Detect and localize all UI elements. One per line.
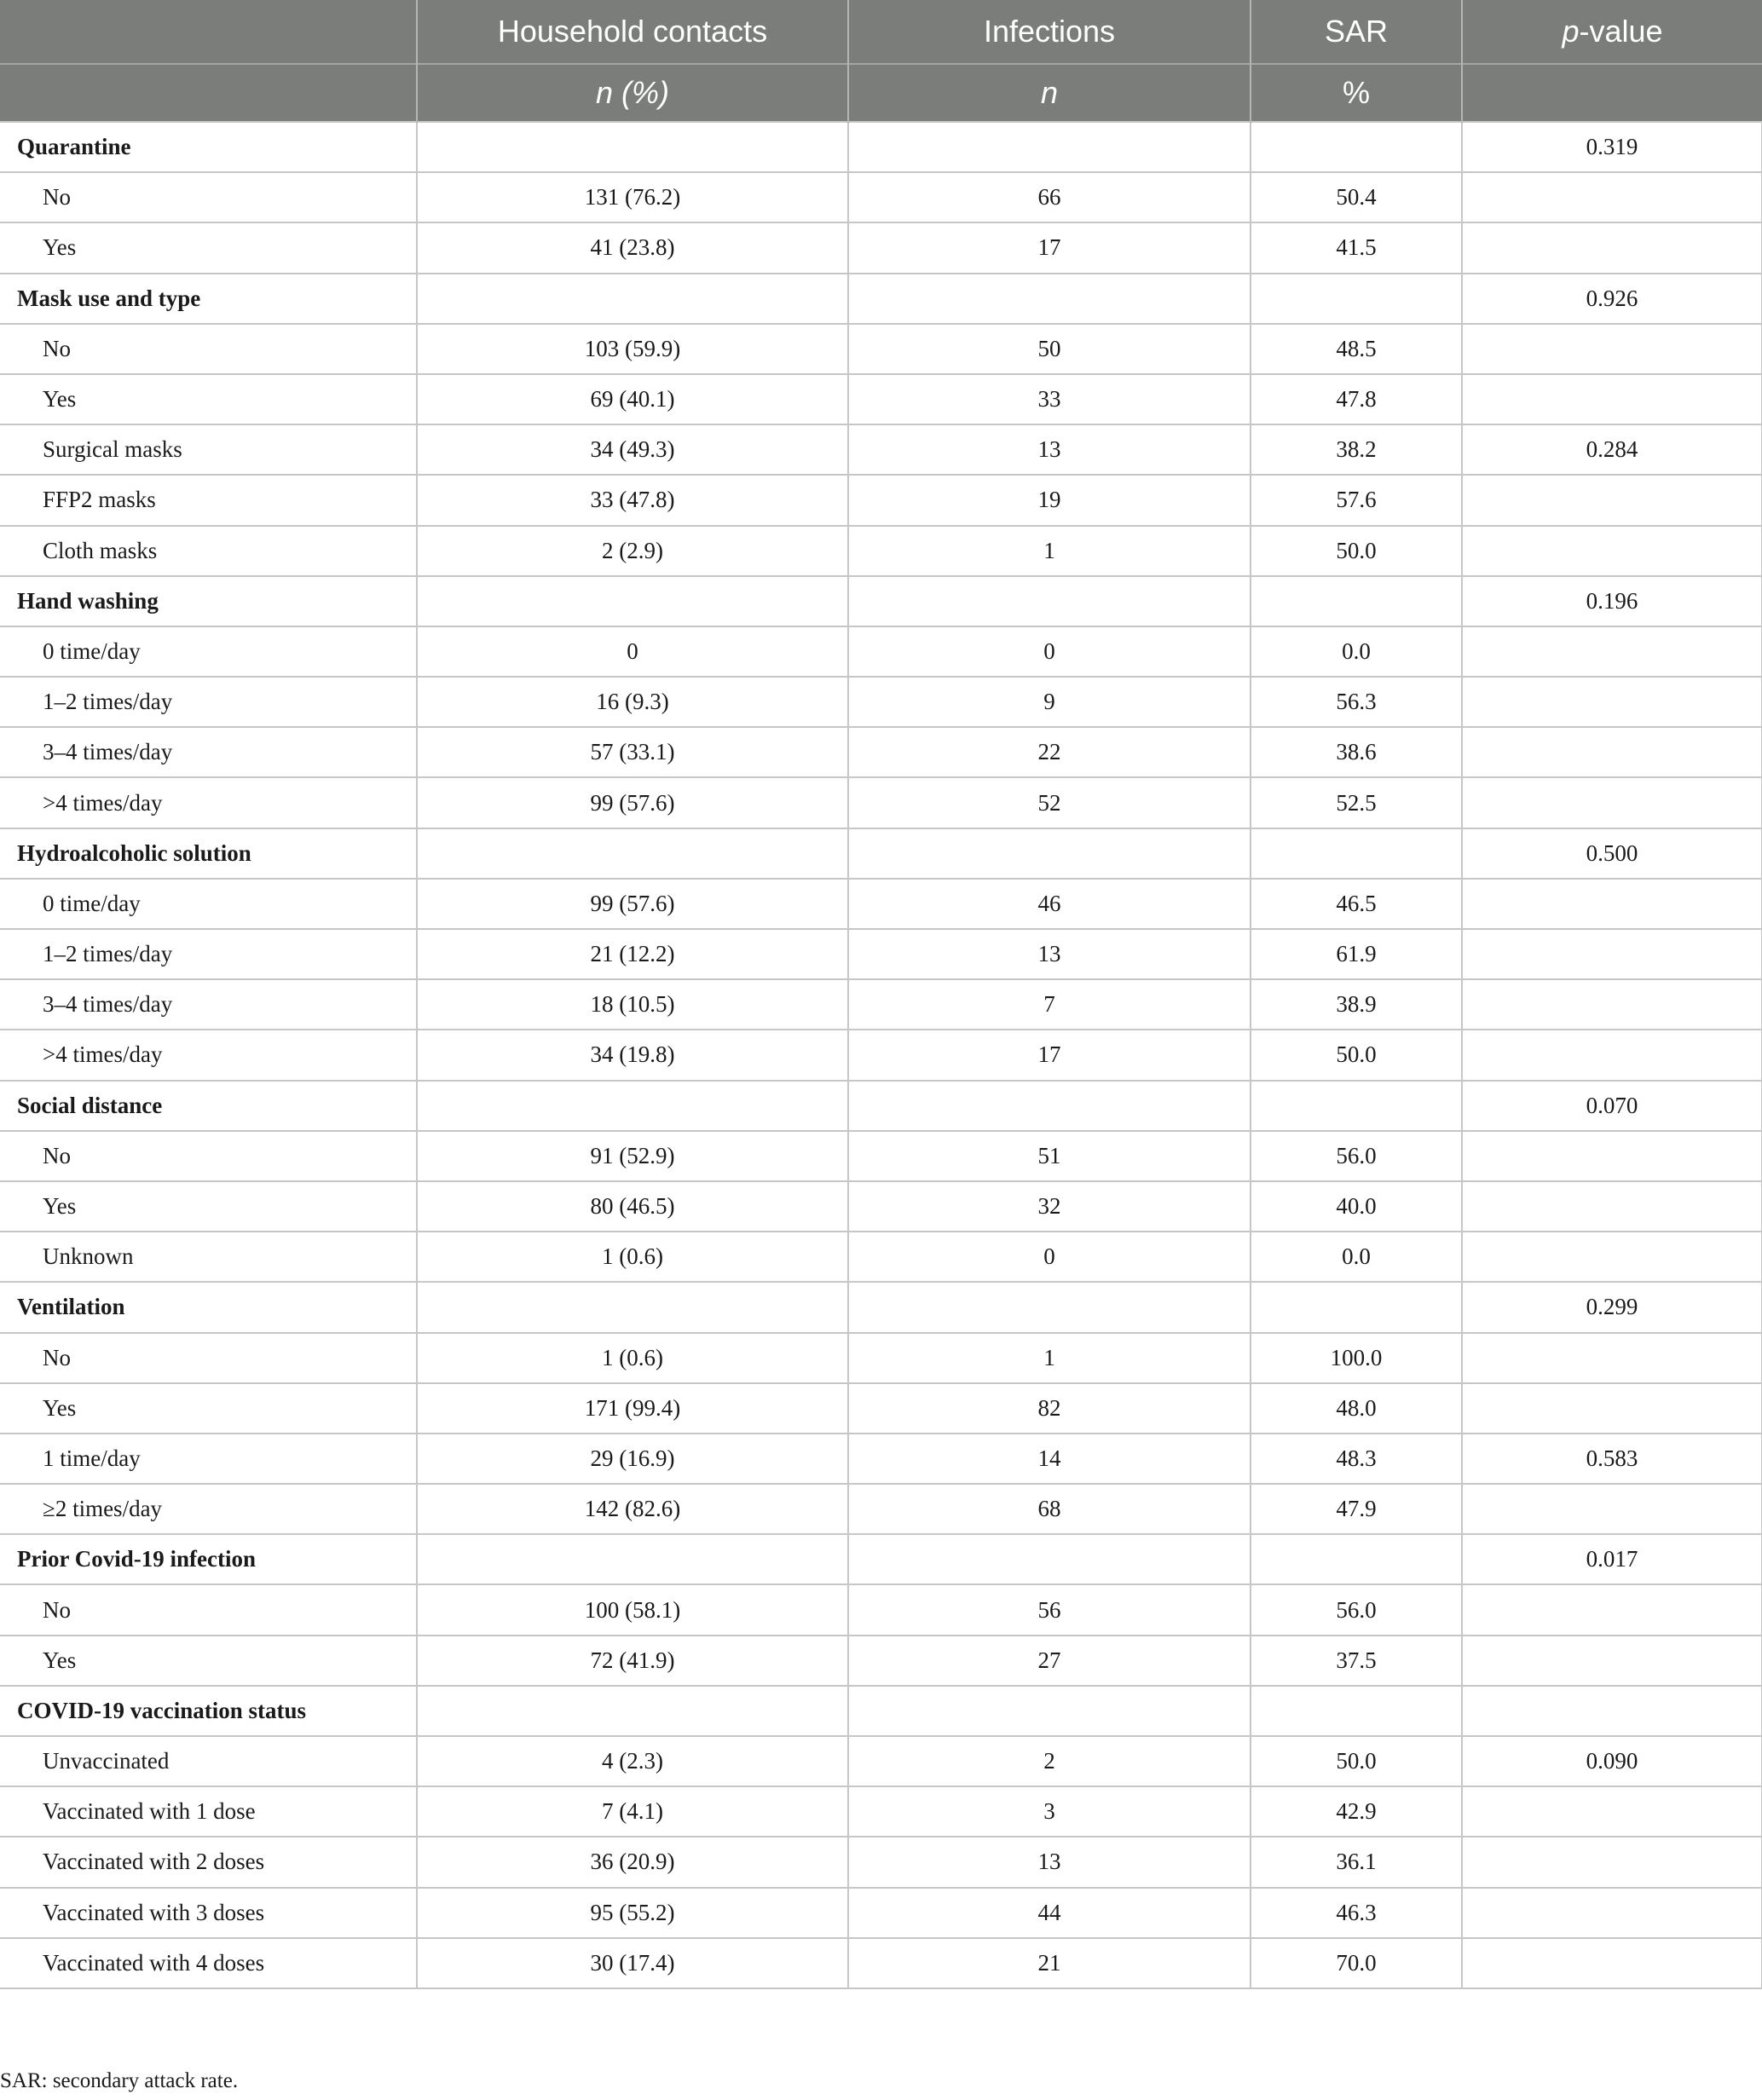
household-contacts-cell: 2 (2.9)	[417, 526, 848, 576]
infections-cell: 13	[848, 929, 1251, 979]
p-value-cell	[1462, 1888, 1762, 1938]
table-footnote: SAR: secondary attack rate.	[0, 2069, 239, 2092]
table-row	[0, 929, 1762, 979]
row-label: Social distance	[0, 1081, 417, 1131]
infections-cell: 1	[848, 526, 1251, 576]
row-label: Yes	[0, 222, 417, 273]
household-contacts-cell: 0	[417, 626, 848, 677]
table-row	[0, 374, 1762, 424]
section-row	[0, 576, 1762, 626]
row-label: Quarantine	[0, 122, 417, 172]
household-contacts-cell: 142 (82.6)	[417, 1484, 848, 1534]
infections-cell	[848, 1081, 1251, 1131]
table-row	[0, 475, 1762, 525]
infections-cell: 68	[848, 1484, 1251, 1534]
household-contacts-cell: 29 (16.9)	[417, 1434, 848, 1484]
row-label: Vaccinated with 2 doses	[0, 1837, 417, 1887]
household-contacts-cell	[417, 1686, 848, 1736]
sar-cell: 48.0	[1251, 1383, 1462, 1434]
row-label: No	[0, 1131, 417, 1181]
infections-cell: 50	[848, 324, 1251, 374]
household-contacts-cell: 100 (58.1)	[417, 1584, 848, 1635]
sar-cell: 52.5	[1251, 777, 1462, 828]
sar-cell: 50.0	[1251, 1030, 1462, 1080]
header-row	[0, 0, 1762, 64]
infections-cell: 17	[848, 1030, 1251, 1080]
row-label: No	[0, 324, 417, 374]
p-value-cell	[1462, 374, 1762, 424]
section-row	[0, 274, 1762, 324]
household-contacts-cell: 80 (46.5)	[417, 1181, 848, 1232]
household-contacts-cell: 72 (41.9)	[417, 1636, 848, 1686]
sar-cell: 38.2	[1251, 424, 1462, 475]
infections-cell: 21	[848, 1938, 1251, 1988]
row-label: Yes	[0, 1181, 417, 1232]
infections-cell: 27	[848, 1636, 1251, 1686]
household-contacts-cell: 99 (57.6)	[417, 879, 848, 929]
sar-cell	[1251, 1282, 1462, 1332]
table-row	[0, 1434, 1762, 1484]
p-value-cell	[1462, 172, 1762, 222]
infections-cell	[848, 1686, 1251, 1736]
table-row	[0, 222, 1762, 273]
infections-cell: 22	[848, 727, 1251, 777]
subheader-row	[0, 64, 1762, 122]
section-row	[0, 1282, 1762, 1332]
p-value-cell	[1462, 1232, 1762, 1282]
household-contacts-cell	[417, 122, 848, 172]
sar-cell: 100.0	[1251, 1333, 1462, 1383]
household-contacts-cell: 4 (2.3)	[417, 1736, 848, 1786]
infections-cell: 17	[848, 222, 1251, 273]
infections-cell: 0	[848, 626, 1251, 677]
infections-cell: 32	[848, 1181, 1251, 1232]
sar-cell: 47.9	[1251, 1484, 1462, 1534]
row-label: Yes	[0, 1383, 417, 1434]
infections-cell: 9	[848, 677, 1251, 727]
sar-cell: 50.4	[1251, 172, 1462, 222]
sar-cell	[1251, 274, 1462, 324]
row-label: Prior Covid-19 infection	[0, 1534, 417, 1584]
subheader-n-percent	[417, 64, 848, 122]
p-value-cell	[1462, 475, 1762, 525]
infections-cell: 51	[848, 1131, 1251, 1181]
household-contacts-cell: 34 (49.3)	[417, 424, 848, 475]
sar-cell: 56.0	[1251, 1584, 1462, 1635]
infections-cell: 14	[848, 1434, 1251, 1484]
table-row	[0, 1131, 1762, 1181]
section-row	[0, 828, 1762, 879]
p-value-cell: 0.926	[1462, 274, 1762, 324]
p-value-cell	[1462, 929, 1762, 979]
household-contacts-cell: 33 (47.8)	[417, 475, 848, 525]
infections-cell: 52	[848, 777, 1251, 828]
household-contacts-cell: 171 (99.4)	[417, 1383, 848, 1434]
household-contacts-cell	[417, 274, 848, 324]
row-label: No	[0, 172, 417, 222]
row-label: 0 time/day	[0, 626, 417, 677]
household-contacts-cell: 21 (12.2)	[417, 929, 848, 979]
sar-cell: 38.6	[1251, 727, 1462, 777]
household-contacts-cell: 7 (4.1)	[417, 1786, 848, 1837]
table-row	[0, 526, 1762, 576]
table-row	[0, 677, 1762, 727]
household-contacts-cell: 30 (17.4)	[417, 1938, 848, 1988]
sar-cell: 56.0	[1251, 1131, 1462, 1181]
p-value-cell	[1462, 1584, 1762, 1635]
infections-cell: 13	[848, 1837, 1251, 1887]
infections-cell: 7	[848, 979, 1251, 1030]
p-value-cell	[1462, 626, 1762, 677]
table-row	[0, 1636, 1762, 1686]
row-label: Surgical masks	[0, 424, 417, 475]
sar-cell: 36.1	[1251, 1837, 1462, 1887]
row-label: >4 times/day	[0, 777, 417, 828]
sar-cell	[1251, 828, 1462, 879]
sar-cell	[1251, 1534, 1462, 1584]
sar-cell: 41.5	[1251, 222, 1462, 273]
table-row	[0, 1938, 1762, 1988]
p-value-cell: 0.196	[1462, 576, 1762, 626]
table-row	[0, 1888, 1762, 1938]
p-value-cell: 0.284	[1462, 424, 1762, 475]
p-value-cell	[1462, 1686, 1762, 1736]
subheader-n: n	[848, 64, 1251, 122]
sar-cell	[1251, 576, 1462, 626]
p-value-cell	[1462, 979, 1762, 1030]
table-row	[0, 1030, 1762, 1080]
household-contacts-cell: 18 (10.5)	[417, 979, 848, 1030]
household-contacts-cell: 91 (52.9)	[417, 1131, 848, 1181]
p-value-cell	[1462, 677, 1762, 727]
household-contacts-cell	[417, 1081, 848, 1131]
table-row	[0, 424, 1762, 475]
row-label: Yes	[0, 1636, 417, 1686]
p-value-cell	[1462, 1837, 1762, 1887]
row-label: No	[0, 1333, 417, 1383]
p-value-cell: 0.500	[1462, 828, 1762, 879]
sar-cell: 48.3	[1251, 1434, 1462, 1484]
sar-cell	[1251, 1686, 1462, 1736]
table-row	[0, 1584, 1762, 1635]
table-body	[0, 122, 1762, 1988]
table-row	[0, 1333, 1762, 1383]
sar-cell: 50.0	[1251, 1736, 1462, 1786]
p-value-cell: 0.583	[1462, 1434, 1762, 1484]
table-row	[0, 1736, 1762, 1786]
sar-cell: 48.5	[1251, 324, 1462, 374]
section-row	[0, 1534, 1762, 1584]
infections-cell	[848, 828, 1251, 879]
sar-cell: 61.9	[1251, 929, 1462, 979]
row-label: 3–4 times/day	[0, 727, 417, 777]
table-row	[0, 777, 1762, 828]
header-infections: Infections	[848, 0, 1251, 64]
row-label: Hydroalcoholic solution	[0, 828, 417, 879]
sar-cell: 46.3	[1251, 1888, 1462, 1938]
infections-cell: 1	[848, 1333, 1251, 1383]
table-row	[0, 1383, 1762, 1434]
sar-cell	[1251, 122, 1462, 172]
subheader-percent: (%)	[613, 75, 670, 110]
section-row	[0, 1686, 1762, 1736]
infections-cell: 44	[848, 1888, 1251, 1938]
row-label: Vaccinated with 4 doses	[0, 1938, 417, 1988]
subheader-variable	[0, 64, 417, 122]
row-label: Ventilation	[0, 1282, 417, 1332]
row-label: Cloth masks	[0, 526, 417, 576]
row-label: Yes	[0, 374, 417, 424]
subheader-p-empty	[1462, 64, 1762, 122]
infections-cell	[848, 1282, 1251, 1332]
p-value-cell	[1462, 1938, 1762, 1988]
row-label: COVID-19 vaccination status	[0, 1686, 417, 1736]
infections-cell: 46	[848, 879, 1251, 929]
sar-cell: 50.0	[1251, 526, 1462, 576]
household-contacts-cell: 1 (0.6)	[417, 1333, 848, 1383]
household-contacts-cell: 131 (76.2)	[417, 172, 848, 222]
household-contacts-cell	[417, 828, 848, 879]
household-contacts-cell: 69 (40.1)	[417, 374, 848, 424]
table-row	[0, 172, 1762, 222]
sar-cell: 46.5	[1251, 879, 1462, 929]
household-contacts-cell: 99 (57.6)	[417, 777, 848, 828]
household-contacts-cell: 36 (20.9)	[417, 1837, 848, 1887]
sar-cell: 42.9	[1251, 1786, 1462, 1837]
p-value-cell	[1462, 1484, 1762, 1534]
table-header	[0, 0, 1762, 122]
table-row	[0, 626, 1762, 677]
header-variable	[0, 0, 417, 64]
infections-cell: 66	[848, 172, 1251, 222]
household-contacts-cell: 41 (23.8)	[417, 222, 848, 273]
infections-cell: 82	[848, 1383, 1251, 1434]
sar-cell: 56.3	[1251, 677, 1462, 727]
p-value-cell	[1462, 727, 1762, 777]
household-contacts-cell	[417, 576, 848, 626]
row-label: Mask use and type	[0, 274, 417, 324]
row-label: >4 times/day	[0, 1030, 417, 1080]
p-value-cell	[1462, 1181, 1762, 1232]
infections-cell	[848, 122, 1251, 172]
p-value-cell: 0.090	[1462, 1736, 1762, 1786]
row-label: Vaccinated with 3 doses	[0, 1888, 417, 1938]
section-row	[0, 1081, 1762, 1131]
header-p-italic: p	[1562, 14, 1580, 49]
row-label: 0 time/day	[0, 879, 417, 929]
infections-cell: 2	[848, 1736, 1251, 1786]
sar-cell: 47.8	[1251, 374, 1462, 424]
household-contacts-cell: 16 (9.3)	[417, 677, 848, 727]
row-label: ≥2 times/day	[0, 1484, 417, 1534]
p-value-cell	[1462, 222, 1762, 273]
table-row	[0, 324, 1762, 374]
sar-cell: 57.6	[1251, 475, 1462, 525]
row-label: No	[0, 1584, 417, 1635]
infections-cell: 56	[848, 1584, 1251, 1635]
p-value-cell	[1462, 777, 1762, 828]
subheader-n-italic: n	[595, 75, 614, 110]
sar-cell: 70.0	[1251, 1938, 1462, 1988]
household-contacts-cell: 95 (55.2)	[417, 1888, 848, 1938]
header-household-contacts: Household contacts	[417, 0, 848, 64]
p-value-cell	[1462, 1786, 1762, 1837]
household-contacts-cell: 57 (33.1)	[417, 727, 848, 777]
p-value-cell: 0.319	[1462, 122, 1762, 172]
infections-cell: 0	[848, 1232, 1251, 1282]
p-value-cell	[1462, 324, 1762, 374]
header-p-rest: -value	[1579, 14, 1663, 49]
table-row	[0, 1181, 1762, 1232]
table-row	[0, 1232, 1762, 1282]
sar-cell: 0.0	[1251, 1232, 1462, 1282]
row-label: FFP2 masks	[0, 475, 417, 525]
household-contacts-cell	[417, 1534, 848, 1584]
row-label: Hand washing	[0, 576, 417, 626]
infections-cell	[848, 576, 1251, 626]
sar-cell: 38.9	[1251, 979, 1462, 1030]
table-row	[0, 1484, 1762, 1534]
table-row	[0, 1837, 1762, 1887]
household-contacts-cell: 34 (19.8)	[417, 1030, 848, 1080]
p-value-cell	[1462, 1030, 1762, 1080]
p-value-cell	[1462, 1131, 1762, 1181]
household-contacts-cell: 103 (59.9)	[417, 324, 848, 374]
infections-cell: 33	[848, 374, 1251, 424]
table-row	[0, 727, 1762, 777]
subheader-percent-sar: %	[1251, 64, 1462, 122]
p-value-cell: 0.070	[1462, 1081, 1762, 1131]
row-label: 1 time/day	[0, 1434, 417, 1484]
p-value-cell: 0.299	[1462, 1282, 1762, 1332]
header-sar: SAR	[1251, 0, 1462, 64]
p-value-cell	[1462, 1636, 1762, 1686]
row-label: 3–4 times/day	[0, 979, 417, 1030]
sar-cell: 40.0	[1251, 1181, 1462, 1232]
p-value-cell	[1462, 1333, 1762, 1383]
infections-cell	[848, 1534, 1251, 1584]
table-row	[0, 1786, 1762, 1837]
table-row	[0, 879, 1762, 929]
infections-cell	[848, 274, 1251, 324]
row-label: Vaccinated with 1 dose	[0, 1786, 417, 1837]
infections-cell: 3	[848, 1786, 1251, 1837]
row-label: 1–2 times/day	[0, 677, 417, 727]
sar-cell: 37.5	[1251, 1636, 1462, 1686]
row-label: Unvaccinated	[0, 1736, 417, 1786]
infections-cell: 13	[848, 424, 1251, 475]
table-row	[0, 979, 1762, 1030]
section-row	[0, 122, 1762, 172]
infections-cell: 19	[848, 475, 1251, 525]
sar-cell	[1251, 1081, 1462, 1131]
p-value-cell	[1462, 526, 1762, 576]
row-label: 1–2 times/day	[0, 929, 417, 979]
household-contacts-cell: 1 (0.6)	[417, 1232, 848, 1282]
p-value-cell	[1462, 1383, 1762, 1434]
header-p-value	[1462, 0, 1762, 64]
p-value-cell: 0.017	[1462, 1534, 1762, 1584]
sar-cell: 0.0	[1251, 626, 1462, 677]
p-value-cell	[1462, 879, 1762, 929]
household-contacts-cell	[417, 1282, 848, 1332]
row-label: Unknown	[0, 1232, 417, 1282]
